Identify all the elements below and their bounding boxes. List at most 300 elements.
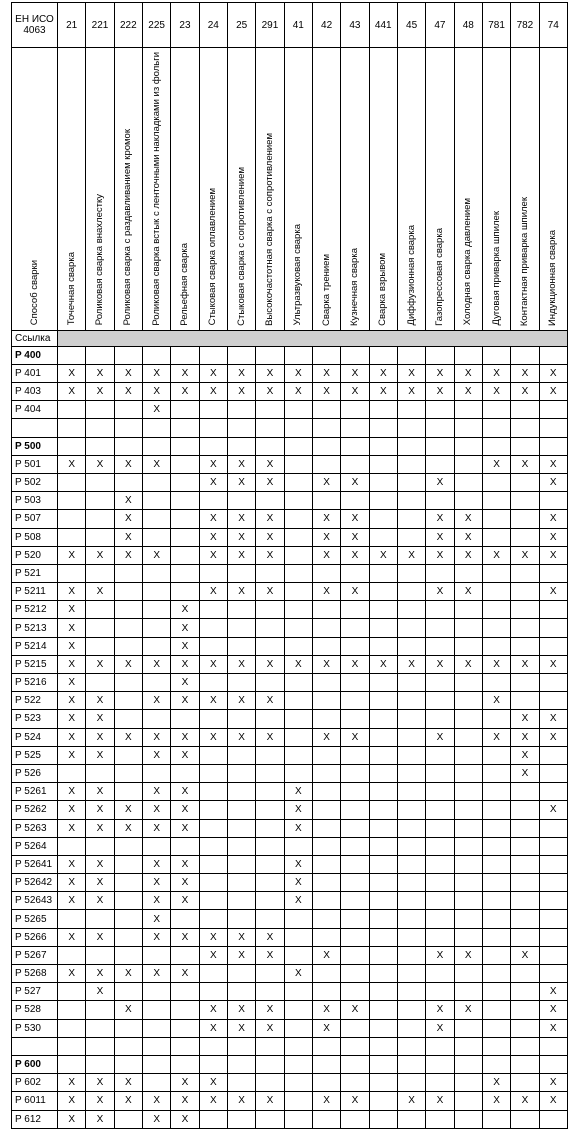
applicable-mark: X [266,549,274,561]
applicable-mark: X [408,386,415,398]
mark-cell [256,674,284,692]
applicable-mark: X [68,822,75,834]
row-label: P 600 [12,1055,58,1073]
applicable-mark: X [493,367,500,379]
applicable-mark: X [181,622,189,634]
mark-cell [142,892,170,910]
mark-cell [171,401,199,419]
row-label: P 52642 [12,874,58,892]
mark-cell [284,564,312,582]
mark-cell [58,801,86,819]
mark-cell [397,710,425,728]
mark-cell [539,928,567,946]
reference-label: Ссылка [12,330,58,346]
mark-cell [312,983,340,1001]
mark-cell [171,1019,199,1037]
mark-cell [511,583,539,601]
mark-cell [511,946,539,964]
mark-cell [256,946,284,964]
mark-cell [58,1074,86,1092]
mark-cell [256,583,284,601]
applicable-mark: X [124,731,132,743]
mark-cell [256,346,284,364]
applicable-mark: X [153,386,160,398]
mark-cell [511,692,539,710]
mark-cell [58,419,86,437]
mark-cell [511,783,539,801]
mark-cell [227,1110,255,1128]
mark-cell [58,1001,86,1019]
applicable-mark: X [493,1095,500,1107]
table-row [12,837,568,855]
applicable-mark: X [294,858,302,870]
applicable-mark: X [96,895,104,907]
applicable-mark: X [68,877,75,889]
row-label: P 400 [12,346,58,364]
mark-cell [142,364,170,382]
mark-cell [312,674,340,692]
applicable-mark: X [351,477,359,489]
mark-cell [341,983,369,1001]
mark-cell [312,1110,340,1128]
applicable-mark: X [493,458,500,470]
mark-cell [312,874,340,892]
mark-cell [312,801,340,819]
mark-cell [284,473,312,491]
mark-cell [312,346,340,364]
mark-cell [482,473,510,491]
row-label [12,1037,58,1055]
mark-cell [511,492,539,510]
mark-cell [312,965,340,983]
mark-cell [312,437,340,455]
mark-cell [284,710,312,728]
mark-cell [454,601,482,619]
column-name: Индукционная сварка [547,229,559,326]
mark-cell [86,564,114,582]
mark-cell [227,910,255,928]
applicable-mark: X [153,858,160,870]
applicable-mark: X [209,931,217,943]
mark-cell [454,801,482,819]
mark-cell [284,728,312,746]
applicable-mark: X [209,658,217,670]
mark-cell [227,492,255,510]
mark-cell [142,401,170,419]
mark-cell [171,801,199,819]
applicable-mark: X [96,1113,104,1125]
applicable-mark: X [408,549,415,561]
table-row [12,564,568,582]
row-label: P 527 [12,983,58,1001]
column-name: Сварка трением [320,253,332,326]
mark-cell [397,892,425,910]
applicable-mark: X [323,1004,330,1016]
mark-cell [227,1055,255,1073]
mark-cell [284,1055,312,1073]
mark-cell [284,874,312,892]
mark-cell [142,528,170,546]
mark-cell [256,728,284,746]
applicable-mark: X [266,367,274,379]
mark-cell [511,601,539,619]
mark-cell [426,473,454,491]
mark-cell [454,892,482,910]
mark-cell [454,983,482,1001]
mark-cell [256,819,284,837]
applicable-mark: X [549,1004,557,1016]
applicable-mark: X [549,477,557,489]
mark-cell [142,710,170,728]
mark-cell [86,1074,114,1092]
applicable-mark: X [238,367,245,379]
column-name: Стыковая сварка с сопротивлением [235,166,247,326]
mark-cell [454,783,482,801]
applicable-mark: X [464,531,472,543]
applicable-mark: X [96,858,104,870]
mark-cell [86,401,114,419]
mark-cell [482,383,510,401]
mark-cell [397,1001,425,1019]
mark-cell [426,383,454,401]
mark-cell [256,1001,284,1019]
table-row [12,746,568,764]
applicable-mark: X [323,513,330,525]
applicable-mark: X [436,1022,444,1034]
mark-cell [86,1110,114,1128]
mark-cell [171,928,199,946]
applicable-mark: X [153,1095,160,1107]
mark-cell [58,892,86,910]
row-label: P 5266 [12,928,58,946]
mark-cell [369,965,397,983]
mark-cell [539,1055,567,1073]
column-name-cell [256,48,284,331]
mark-cell [199,910,227,928]
mark-cell [256,892,284,910]
applicable-mark: X [493,549,500,561]
mark-cell [284,892,312,910]
mark-cell [426,1055,454,1073]
mark-cell [86,855,114,873]
applicable-mark: X [549,1095,557,1107]
mark-cell [142,473,170,491]
column-name-cell [114,48,142,331]
mark-cell [171,546,199,564]
column-code: 48 [454,3,482,48]
applicable-mark: X [153,695,160,707]
mark-cell [58,965,86,983]
mark-cell [256,492,284,510]
mark-cell [199,564,227,582]
mark-cell [312,601,340,619]
applicable-mark: X [238,1004,245,1016]
applicable-mark: X [436,513,444,525]
mark-cell [256,874,284,892]
applicable-mark: X [323,731,330,743]
applicable-mark: X [238,586,245,598]
row-label: P 5262 [12,801,58,819]
column-name-cell [142,48,170,331]
mark-cell [171,783,199,801]
mark-cell [284,346,312,364]
mark-cell [539,764,567,782]
method-label: Способ сварки [28,260,40,326]
mark-cell [397,983,425,1001]
mark-cell [142,546,170,564]
mark-cell [58,1019,86,1037]
mark-cell [482,819,510,837]
mark-cell [341,855,369,873]
row-label: P 5263 [12,819,58,837]
mark-cell [58,910,86,928]
mark-cell [312,783,340,801]
mark-cell [454,346,482,364]
mark-cell [341,601,369,619]
mark-cell [482,801,510,819]
mark-cell [511,965,539,983]
mark-cell [86,364,114,382]
mark-cell [114,564,142,582]
mark-cell [341,637,369,655]
mark-cell [227,837,255,855]
mark-cell [511,437,539,455]
applicable-mark: X [68,931,75,943]
mark-cell [511,928,539,946]
mark-cell [199,510,227,528]
mark-cell [256,1092,284,1110]
applicable-mark: X [521,768,529,780]
mark-cell [199,637,227,655]
mark-cell [341,419,369,437]
mark-cell [341,837,369,855]
mark-cell [86,692,114,710]
mark-cell [482,437,510,455]
column-name-cell [312,48,340,331]
mark-cell [114,783,142,801]
mark-cell [454,855,482,873]
mark-cell [454,910,482,928]
mark-cell [171,364,199,382]
column-name-cell [199,48,227,331]
mark-cell [199,874,227,892]
mark-cell [58,473,86,491]
applicable-mark: X [549,531,557,543]
applicable-mark: X [238,931,245,943]
mark-cell [341,473,369,491]
mark-cell [369,855,397,873]
mark-cell [539,1074,567,1092]
mark-cell [142,819,170,837]
mark-cell [511,1055,539,1073]
applicable-mark: X [521,549,529,561]
mark-cell [312,655,340,673]
mark-cell [284,1074,312,1092]
mark-cell [227,1001,255,1019]
mark-cell [482,564,510,582]
mark-cell [369,874,397,892]
mark-cell [58,1092,86,1110]
applicable-mark: X [379,658,387,670]
mark-cell [397,746,425,764]
applicable-mark: X [124,658,132,670]
column-name-cell [539,48,567,331]
applicable-mark: X [153,1113,160,1125]
column-code: 24 [199,3,227,48]
mark-cell [199,674,227,692]
mark-cell [142,746,170,764]
applicable-mark: X [323,386,330,398]
table-row [12,1092,568,1110]
mark-cell [397,801,425,819]
applicable-mark: X [68,658,75,670]
mark-cell [539,601,567,619]
applicable-mark: X [209,1022,217,1034]
applicable-mark: X [493,658,500,670]
mark-cell [114,1001,142,1019]
applicable-mark: X [323,549,330,561]
applicable-mark: X [351,731,359,743]
mark-cell [142,855,170,873]
applicable-mark: X [266,731,274,743]
mark-cell [171,983,199,1001]
mark-cell [511,819,539,837]
mark-cell [482,692,510,710]
mark-cell [426,801,454,819]
mark-cell [171,583,199,601]
mark-cell [426,546,454,564]
mark-cell [426,674,454,692]
applicable-mark: X [209,1077,217,1089]
applicable-mark: X [68,386,75,398]
mark-cell [397,674,425,692]
applicable-mark: X [153,822,160,834]
column-code: 291 [256,3,284,48]
mark-cell [369,437,397,455]
mark-cell [482,492,510,510]
mark-cell [58,583,86,601]
mark-cell [454,637,482,655]
column-code: 41 [284,3,312,48]
mark-cell [114,692,142,710]
mark-cell [86,1001,114,1019]
mark-cell [86,473,114,491]
mark-cell [256,437,284,455]
table-row [12,601,568,619]
mark-cell [142,492,170,510]
mark-cell [114,419,142,437]
mark-cell [369,510,397,528]
mark-cell [426,364,454,382]
mark-cell [227,983,255,1001]
mark-cell [171,510,199,528]
mark-cell [227,874,255,892]
mark-cell [369,746,397,764]
row-label: P 524 [12,728,58,746]
mark-cell [539,874,567,892]
applicable-mark: X [266,458,274,470]
mark-cell [312,619,340,637]
mark-cell [114,764,142,782]
applicable-mark: X [209,367,217,379]
mark-cell [227,1037,255,1055]
mark-cell [539,1110,567,1128]
applicable-mark: X [209,949,217,961]
mark-cell [341,946,369,964]
applicable-mark: X [96,695,104,707]
mark-cell [539,674,567,692]
mark-cell [426,1001,454,1019]
applicable-mark: X [549,713,557,725]
mark-cell [369,837,397,855]
mark-cell [312,855,340,873]
mark-cell [86,764,114,782]
applicable-mark: X [124,386,132,398]
mark-cell [539,655,567,673]
mark-cell [86,710,114,728]
mark-cell [284,528,312,546]
column-name-cell [369,48,397,331]
mark-cell [114,892,142,910]
mark-cell [58,1037,86,1055]
row-label: P 523 [12,710,58,728]
mark-cell [58,764,86,782]
mark-cell [454,1055,482,1073]
row-label: P 404 [12,401,58,419]
applicable-mark: X [124,822,132,834]
mark-cell [482,746,510,764]
applicable-mark: X [181,877,189,889]
mark-cell [539,946,567,964]
mark-cell [341,364,369,382]
mark-cell [227,473,255,491]
applicable-mark: X [181,804,189,816]
applicable-mark: X [96,804,104,816]
mark-cell [171,601,199,619]
mark-cell [256,619,284,637]
mark-cell [426,983,454,1001]
mark-cell [426,874,454,892]
mark-cell [454,510,482,528]
mark-cell [511,383,539,401]
mark-cell [142,1074,170,1092]
mark-cell [58,928,86,946]
mark-cell [426,910,454,928]
mark-cell [312,910,340,928]
mark-cell [86,946,114,964]
mark-cell [114,601,142,619]
mark-cell [341,564,369,582]
mark-cell [227,655,255,673]
section-row [12,437,568,455]
row-label: P 403 [12,383,58,401]
mark-cell [284,492,312,510]
column-name-cell [86,48,114,331]
mark-cell [312,946,340,964]
row-label: P 507 [12,510,58,528]
mark-cell [511,1001,539,1019]
mark-cell [369,383,397,401]
mark-cell [369,1037,397,1055]
mark-cell [86,619,114,637]
applicable-mark: X [238,458,245,470]
applicable-mark: X [96,586,104,598]
row-label: P 6011 [12,1092,58,1110]
applicable-mark: X [68,786,75,798]
mark-cell [482,601,510,619]
mark-cell [454,710,482,728]
mark-cell [256,510,284,528]
